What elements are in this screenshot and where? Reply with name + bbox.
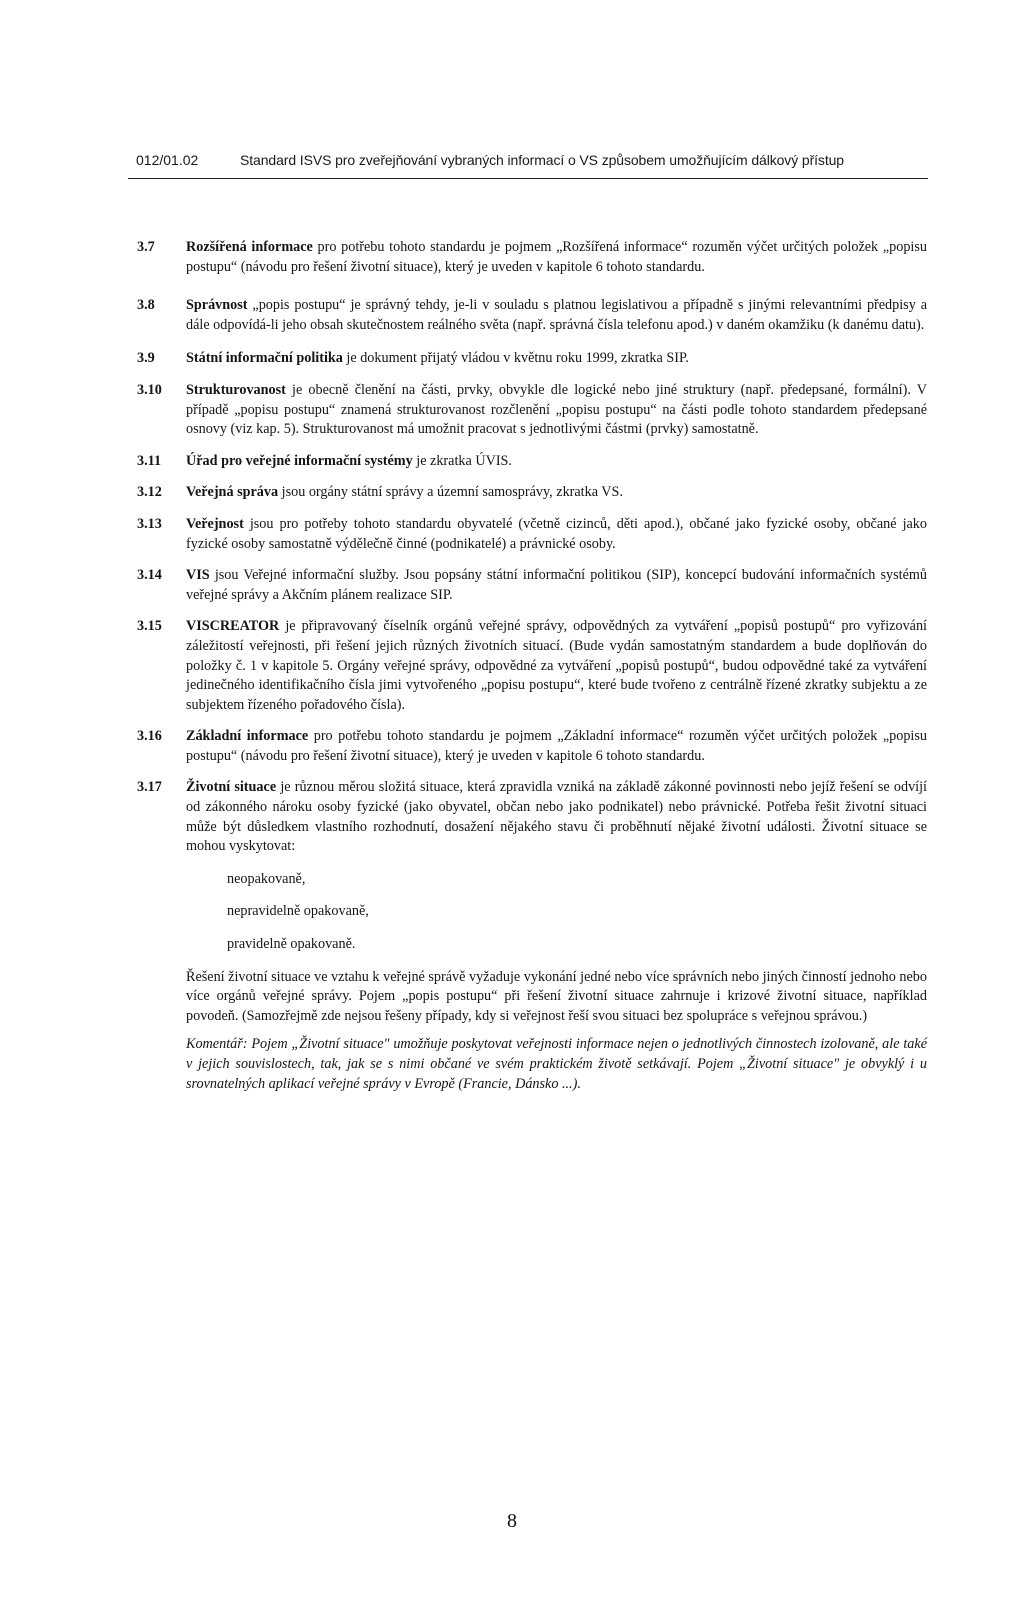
comment-note: Komentář: Pojem „Životní situace" umožňuje poskytovat veřejnosti informace nejen o jednotlivých činnostech izolovaně, ale také v jejich souvislostech, tak, jak se s nimi občané ve svém praktickém životě setkávají. Pojem „Životní situace" je obvyklý i u srovnatelných aplikací veřejné správy v Evropě (Francie, Dánsko ...). bbox=[186, 1036, 927, 1092]
definition-term: Úřad pro veřejné informační systémy bbox=[186, 452, 413, 469]
definition-text: je dokument přijatý vládou v květnu roku 1999, zkratka SIP. bbox=[342, 350, 689, 367]
definition-number: 3.15 bbox=[137, 618, 162, 635]
definition-3-16 bbox=[137, 727, 927, 766]
definition-term: Základní informace bbox=[186, 728, 309, 745]
document-title: Standard ISVS pro zveřejňování vybraných informací o VS způsobem umožňujícím dálkový přístup bbox=[240, 152, 844, 168]
list-item: neopakovaně, bbox=[227, 870, 306, 887]
definition-body bbox=[186, 452, 927, 472]
definition-number: 3.8 bbox=[137, 297, 155, 314]
definition-text: je připravovaný číselník orgánů veřejné správy, odpovědných za vytváření „popisů postupů“ pro vyřizování záležitostí veřejnosti, při řešení jejich různých životních situací. (Bude vydán samostatným standardem a bude doplňován do položky č. 1 v kapitole 5. Orgány veřejné správy, odpovědné za vytváření „popisů postupů“, budou odpovědné také za vytváření jedinečného identifikačního čísla jimi vytvořeného „popisu postupu“, které bude tvořeno z centrálně řízené zkratky subjektu a ze subjektem řízeného pořadového čísla). bbox=[186, 618, 927, 713]
definition-body bbox=[186, 566, 927, 605]
definition-3-9 bbox=[137, 349, 927, 369]
page-number: 8 bbox=[507, 1510, 517, 1532]
definition-term: VISCREATOR bbox=[186, 618, 280, 635]
definition-term: Veřejnost bbox=[186, 515, 244, 532]
definition-text: „popis postupu“ je správný tehdy, je-li v souladu s platnou legislativou a případně s jinými relevantními předpisy a dále odpovídá-li jeho obsah skutečnostem reálného světa (např. správná čísla telefonu apod.) v daném okamžiku (k danému datu). bbox=[186, 297, 927, 333]
definition-3-15 bbox=[137, 617, 927, 715]
definition-body bbox=[186, 727, 927, 766]
definition-body bbox=[186, 296, 927, 335]
definition-number: 3.14 bbox=[137, 567, 162, 584]
definition-number: 3.11 bbox=[137, 452, 162, 469]
definition-3-14 bbox=[137, 566, 927, 605]
occurrence-list bbox=[227, 870, 927, 955]
definition-3-17 bbox=[137, 778, 927, 856]
definition-text: pro potřebu tohoto standardu je pojmem „Rozšířená informace“ rozuměn výčet určitých položek „popisu postupu“ (návodu pro řešení životní situace), který je uveden v kapitole 6 tohoto standardu. bbox=[186, 239, 927, 275]
definition-term: VIS bbox=[186, 567, 210, 584]
definition-3-7 bbox=[137, 238, 927, 277]
definition-text: pro potřebu tohoto standardu je pojmem „Základní informace“ rozuměn výčet určitých položek „popisu postupu“ (návodu pro řešení životní situace), který je uveden v kapitole 6 tohoto standardu. bbox=[186, 728, 927, 764]
document-code: 012/01.02 bbox=[136, 152, 199, 168]
definition-text: jsou orgány státní správy a územní samosprávy, zkratka VS. bbox=[278, 484, 623, 501]
definition-number: 3.7 bbox=[137, 239, 155, 255]
definition-body bbox=[186, 515, 927, 554]
list-item: pravidelně opakovaně. bbox=[227, 936, 356, 953]
definition-3-12 bbox=[137, 483, 927, 503]
definition-number: 3.17 bbox=[137, 779, 162, 796]
definition-3-10 bbox=[137, 381, 927, 440]
definition-term: Rozšířená informace bbox=[186, 239, 313, 255]
definition-term: Životní situace bbox=[186, 779, 277, 796]
definition-3-13 bbox=[137, 515, 927, 554]
closing-paragraph: Řešení životní situace ve vztahu k veřejné správě vyžaduje vykonání jedné nebo více správních nebo jiných činností jednoho nebo více orgánů veřejné správy. Pojem „popis postupu“ při řešení životní situace zahrnuje i krizové životní situace, například povodeň. (Samozřejmě zde nejsou řešeny případy, kdy si veřejnost řeší svou situaci bez spolupráce s veřejnou správou.) bbox=[186, 968, 927, 1024]
definition-body bbox=[186, 778, 927, 856]
definition-body bbox=[186, 381, 927, 440]
definition-number: 3.16 bbox=[137, 728, 162, 745]
definition-term: Státní informační politika bbox=[186, 350, 343, 367]
definition-body bbox=[186, 238, 927, 277]
definition-text: je zkratka ÚVIS. bbox=[412, 452, 512, 469]
definition-body bbox=[186, 349, 927, 369]
definition-number: 3.13 bbox=[137, 515, 162, 532]
definition-term: Správnost bbox=[186, 297, 248, 314]
definition-text: jsou pro potřeby tohoto standardu obyvatelé (včetně cizinců, děti apod.), občané jako fyzické osoby, občané jako fyzické osoby samostatně výdělečně činné (podnikatelé) a právnické osoby. bbox=[186, 515, 927, 552]
definition-body bbox=[186, 483, 927, 503]
definition-3-11 bbox=[137, 452, 927, 472]
definition-term: Strukturovanost bbox=[186, 381, 286, 398]
definition-number: 3.10 bbox=[137, 381, 162, 398]
header-divider bbox=[128, 178, 928, 179]
list-item: nepravidelně opakovaně, bbox=[227, 903, 369, 920]
definitions-section bbox=[137, 238, 927, 1094]
definition-text: je různou měrou složitá situace, která zpravidla vzniká na základě zákonné povinnosti nebo jejíž řešení se odvíjí od zákonného nároku osoby fyzické (jako obyvatel, občan nebo jako podnikatel) nebo právnické. Potřeba řešit životní situaci může být důsledkem vlastního rozhodnutí, dosažení nějakého stavu či proběhnutí nějaké životní události. Životní situace se mohou vyskytovat: bbox=[186, 779, 927, 855]
definition-number: 3.12 bbox=[137, 484, 162, 501]
definition-text: jsou Veřejné informační služby. Jsou popsány státní informační politikou (SIP), koncepcí budování informačních systémů veřejné správy a Akčním plánem realizace SIP. bbox=[186, 567, 927, 603]
definition-text: je obecně členění na části, prvky, obvykle dle logické nebo jiné struktury (např. předepsané, formální). V případě „popisu postupu“ znamená strukturovanost rozčlenění „popisu postupu“ na části podle tohoto standardem předepsané osnovy (viz kap. 5). Strukturovanost má umožnit pracovat s jednotlivými částmi (prvky) samostatně. bbox=[186, 381, 927, 438]
definition-term: Veřejná správa bbox=[186, 484, 279, 501]
definition-body bbox=[186, 617, 927, 715]
definition-3-8 bbox=[137, 296, 927, 335]
definition-number: 3.9 bbox=[137, 350, 155, 367]
